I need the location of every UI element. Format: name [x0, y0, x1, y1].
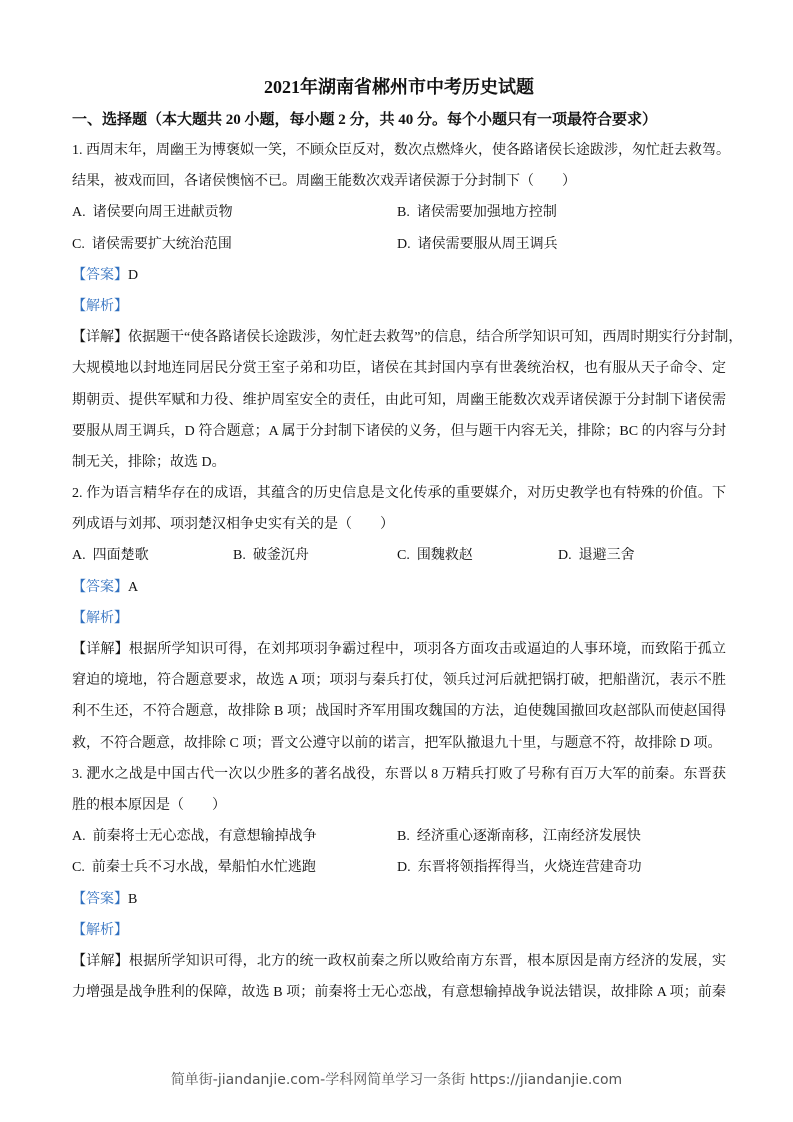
- option-label: C.: [72, 860, 85, 876]
- option-c: [72, 229, 232, 260]
- option-text: 诸侯需要加强地方控制: [416, 205, 557, 221]
- answer-label: 【答案】: [72, 891, 128, 907]
- question-stem-line: 胜的根本原因是（ ）: [72, 797, 226, 813]
- detail-label: 【详解】: [72, 953, 129, 969]
- option-label: A.: [72, 205, 86, 221]
- option-d: [397, 229, 558, 260]
- option-label: D.: [397, 860, 411, 876]
- answer-value: A: [128, 579, 139, 595]
- answer-line: [72, 884, 726, 915]
- option-a: [72, 197, 233, 228]
- analysis-line: [72, 603, 726, 634]
- detail-text: 根据所学知识可得，在刘邦项羽争霸过程中，项羽各方面攻击或逼迫的人事环境，而致陷于孤立: [128, 642, 726, 657]
- question-1: [72, 135, 743, 478]
- option-text: 围魏救赵: [416, 548, 473, 564]
- option-b: [397, 821, 641, 852]
- option-d: [397, 852, 642, 883]
- detail-text: 力增强是战争胜利的保障，故选 B 项；前秦将士无心恋战，有意想输掉战争说法错误，故排除 A 项；前秦: [72, 985, 726, 1001]
- option-c: [397, 540, 473, 571]
- question-stem-line: 3. 淝水之战是中国古代一次以少胜多的著名战役，东晋以 8 万精兵打败了号称有百万大军的前秦。东晋获: [72, 766, 726, 782]
- detail-line: [72, 665, 726, 696]
- option-label: B.: [397, 205, 410, 221]
- answer-line: [72, 572, 726, 603]
- option-label: B.: [397, 829, 410, 845]
- detail-text: 救，不符合题意，故排除 C 项；晋文公遵守以前的诺言，把军队撤退九十里，与题意不符，故排除 D 项。: [72, 735, 722, 751]
- detail-text: 根据所学知识可得，北方的统一政权前秦之所以败给南方东晋，根本原因是南方经济的发展，实: [128, 953, 726, 969]
- detail-text: 依据题干“使各路诸侯长途跋涉，匆忙赶去救驾”的信息，结合所学知识可知，西周时期实行分封制，: [128, 330, 743, 346]
- option-c: [72, 852, 316, 883]
- detail-text: 大规模地以封地连同居民分赏王室子弟和功臣，诸侯在其封国内享有世袭统治权，也有服从天子命令、定: [72, 361, 726, 377]
- options-row: [72, 197, 726, 228]
- option-b: [397, 197, 557, 228]
- detail-line: [72, 634, 726, 665]
- option-text: 前秦士兵不习水战，晕船怕水忙逃跑: [91, 860, 316, 876]
- detail-label: 【详解】: [72, 642, 129, 657]
- detail-line: [72, 322, 743, 353]
- option-text: 诸侯需要扩大统治范围: [91, 236, 232, 252]
- questions-body: [72, 135, 743, 1008]
- options-row: [72, 852, 726, 883]
- footer-watermark: 简单街-jiandanjie.com-学科网简单学习一条街 https://jiandanjie.com: [170, 1072, 623, 1088]
- option-text: 前秦将士无心恋战，有意想输掉战争: [92, 829, 317, 845]
- option-text: 东晋将领指挥得当，火烧连营建奇功: [417, 860, 642, 876]
- detail-line: [72, 946, 726, 977]
- detail-line: [72, 447, 726, 478]
- detail-line: [72, 696, 726, 727]
- page-title: 2021年湖南省郴州市中考历史试题: [264, 77, 534, 97]
- options-row: [72, 821, 726, 852]
- option-text: 四面楚歌: [92, 548, 149, 564]
- detail-line: [72, 385, 726, 416]
- answer-value: B: [128, 891, 138, 907]
- detail-line: [72, 728, 726, 759]
- detail-line: [72, 977, 726, 1008]
- option-text: 破釜沉舟: [252, 548, 309, 564]
- detail-line: [72, 416, 726, 447]
- analysis-line: [72, 291, 726, 322]
- answer-label: 【答案】: [72, 579, 128, 595]
- question-stem-line: 结果，被戏而回，各诸侯懊恼不已。周幽王能数次戏弄诸侯源于分封制下（ ）: [72, 174, 576, 190]
- option-b: [233, 540, 309, 571]
- option-label: A.: [72, 548, 86, 564]
- option-d: [558, 540, 635, 571]
- options-row: [72, 229, 726, 260]
- option-label: C.: [397, 548, 410, 564]
- option-text: 诸侯要向周王进献贡物: [92, 205, 233, 221]
- question-2: [72, 478, 726, 759]
- option-a: [72, 821, 317, 852]
- answer-value: D: [128, 267, 139, 283]
- question-stem-line: 列成语与刘邦、项羽楚汉相争史实有关的是（ ）: [72, 517, 394, 533]
- option-label: D.: [558, 548, 572, 564]
- analysis-line: [72, 915, 726, 946]
- question-stem-line: 2. 作为语言精华存在的成语，其蕴含的历史信息是文化传承的重要媒介，对历史教学也有特殊的价值。下: [72, 486, 726, 502]
- option-label: D.: [397, 236, 411, 252]
- option-label: B.: [233, 548, 246, 564]
- answer-label: 【答案】: [72, 267, 128, 283]
- question-stem-line: 1. 西周末年，周幽王为博褒姒一笑，不顾众臣反对，数次点燃烽火，使各路诸侯长途跋涉，匆忙赶去救驾。: [72, 143, 730, 158]
- option-text: 退避三舍: [578, 548, 635, 564]
- detail-text: 窘迫的境地，符合题意要求，故选 A 项；项羽与秦兵打仗，领兵过河后就把锅打破，把船凿沉，表示不胜: [72, 673, 726, 689]
- option-text: 经济重心逐渐南移，江南经济发展快: [416, 829, 641, 845]
- detail-label: 【详解】: [72, 330, 128, 346]
- question-3: [72, 759, 726, 1009]
- detail-text: 要服从周王调兵，D 符合题意；A 属于分封制下诸侯的义务，但与题干内容无关，排除；BC 的内容与分封: [72, 423, 726, 439]
- option-label: A.: [72, 829, 86, 845]
- option-text: 诸侯需要服从周王调兵: [417, 236, 558, 252]
- detail-text: 利不生还，不符合题意，故排除 B 项；战国时齐军用围攻魏国的方法，迫使魏国撤回攻赵部队而使赵国得: [72, 704, 726, 720]
- options-row: [72, 540, 726, 571]
- analysis-label: 【解析】: [72, 610, 128, 626]
- option-a: [72, 540, 149, 571]
- analysis-label: 【解析】: [72, 922, 128, 938]
- detail-text: 期朝贡、提供军赋和力役、维护周室安全的责任，由此可知，周幽王能数次戏弄诸侯源于分封制下诸侯需: [72, 392, 726, 408]
- analysis-label: 【解析】: [72, 298, 128, 314]
- detail-text: 制无关，排除；故选 D。: [72, 454, 226, 470]
- option-label: C.: [72, 236, 85, 252]
- answer-line: [72, 260, 726, 291]
- section-heading: 一、选择题（本大题共 20 小题，每小题 2 分，共 40 分。每个小题只有一项最符合要求）: [72, 112, 658, 128]
- detail-line: [72, 353, 726, 384]
